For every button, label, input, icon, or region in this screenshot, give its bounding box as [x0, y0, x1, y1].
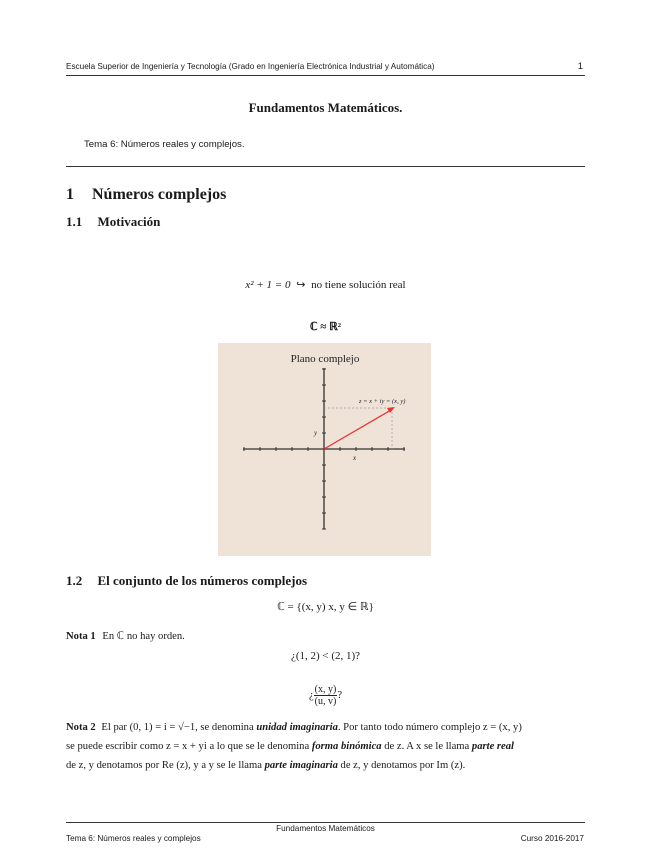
nota-2-text-d: de z. A x se le llama	[381, 741, 472, 752]
topic-line: Tema 6: Números reales y complejos.	[84, 139, 245, 150]
document-title: Fundamentos Matemáticos.	[248, 100, 403, 115]
nota-2-text-c: se puede escribir como z = x + yi a lo que se le denomina	[66, 741, 312, 752]
parte-imaginaria-term: parte imaginaria	[264, 760, 338, 771]
nota-1-label: Nota 1	[66, 631, 96, 642]
subsection-title: Motivación	[97, 214, 161, 229]
parte-real-term: parte real	[471, 741, 514, 752]
footer-left: Tema 6: Números reales y complejos	[66, 834, 201, 843]
nota-1	[66, 627, 586, 647]
figure-title: Plano complejo	[290, 353, 360, 365]
header-rule	[66, 75, 585, 76]
x-component-label: x	[353, 454, 357, 462]
complex-plane-svg	[218, 343, 431, 556]
page-number: 1	[577, 61, 583, 72]
y-component-label: y	[314, 429, 318, 437]
nota-2-text-e: de z, y denotamos por Re (z), y a y se le llama	[66, 760, 265, 771]
unidad-imaginaria-term: unidad imaginaria	[256, 722, 338, 733]
title-rule	[66, 166, 585, 167]
subsection-number: 1.1	[66, 214, 83, 229]
nota-1-text: En ℂ no hay orden.	[102, 631, 185, 642]
subsection-heading-motivacion	[66, 214, 160, 230]
subsection-number: 1.2	[66, 573, 83, 588]
section-heading	[66, 186, 226, 204]
nota-2-line-3	[66, 756, 586, 776]
quotient-numerator: (x, y)	[314, 684, 337, 695]
section-title: Números complejos	[92, 186, 227, 203]
subsection-title: El conjunto de los números complejos	[97, 573, 308, 588]
forma-binomica-term: forma binómica	[311, 741, 382, 752]
q-open: ¿	[308, 690, 314, 701]
header-institution: Escuela Superior de Ingeniería y Tecnología (Grado en Ingeniería Electrónica Industrial y Automática)	[66, 62, 435, 71]
q-close: ?	[337, 690, 342, 701]
equation-rhs: no tiene solución real	[311, 279, 406, 291]
nota-2-line-1	[66, 718, 586, 738]
running-header	[66, 62, 585, 74]
quotient-fraction	[314, 684, 338, 707]
nota-2-text-b: . Por tanto todo número complejo z = (x, y)	[337, 722, 522, 733]
quotient-denominator: (u, v)	[314, 696, 337, 707]
equation-lhs: x² + 1 = 0	[245, 279, 291, 291]
nota-2-line-2	[66, 737, 586, 757]
section-number: 1	[66, 186, 74, 203]
hook-arrow-icon: ↪	[296, 279, 306, 291]
set-definition: ℂ = {(x, y) x, y ∈ ℝ}	[277, 601, 374, 613]
c-approx-r2: ℂ ≈ ℝ²	[309, 321, 342, 333]
nota-2-label: Nota 2	[66, 722, 96, 733]
subsection-heading-conjunto	[66, 573, 307, 589]
footer-rule	[66, 822, 585, 823]
footer-right: Curso 2016-2017	[520, 834, 584, 843]
footer-center: Fundamentos Matemáticos	[276, 824, 375, 833]
nota-2-text-a: El par (0, 1) = i = √−1, se denomina	[101, 722, 257, 733]
point-label: z = x + iy = (x, y)	[359, 398, 406, 405]
complex-plane-figure	[218, 343, 431, 556]
quotient-question	[66, 684, 585, 707]
order-question: ¿(1, 2) < (2, 1)?	[290, 650, 361, 662]
motivation-equation	[66, 278, 585, 291]
nota-2-text-f: de z, y denotamos por Im (z).	[337, 760, 466, 771]
